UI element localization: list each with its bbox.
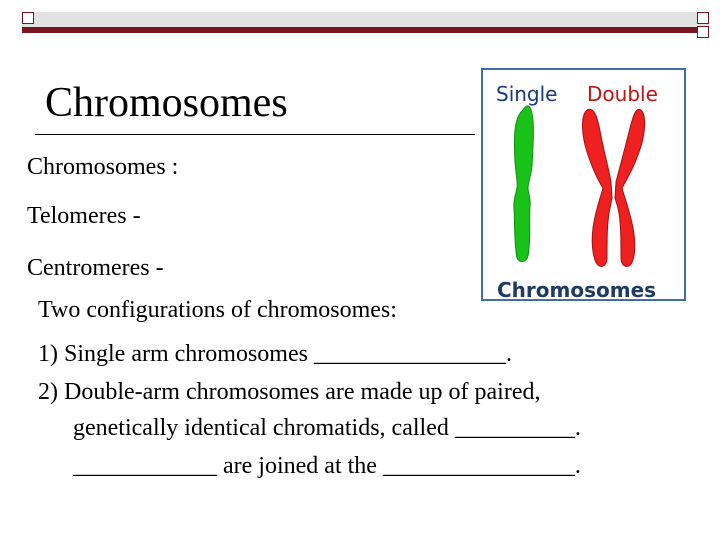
chromosome-figure: [481, 68, 686, 301]
slide-top-bar: [22, 12, 709, 34]
slide-title: Chromosomes: [45, 80, 288, 126]
body-line-single-arm: 1) Single arm chromosomes ________________.: [38, 341, 512, 367]
body-line-chromatids: genetically identical chromatids, called __________.: [73, 415, 581, 441]
bullet-centromeres: Centromeres -: [27, 255, 164, 281]
top-right-lower-square-icon: [697, 26, 709, 38]
body-line-configurations: Two configurations of chromosomes:: [38, 297, 397, 323]
bullet-chromosomes: Chromosomes :: [27, 154, 179, 180]
body-line-double-arm: 2) Double-arm chromosomes are made up of paired,: [38, 379, 541, 405]
title-underline: [35, 134, 475, 135]
top-left-square-icon: [22, 12, 34, 24]
double-chromosome-left-chromatid: [582, 109, 612, 266]
figure-caption: Chromosomes: [497, 278, 657, 301]
single-label: Single: [496, 82, 558, 106]
top-right-square-icon: [697, 12, 709, 24]
single-chromosome-shape: [514, 106, 534, 262]
double-chromosome-right-chromatid: [615, 109, 645, 266]
double-label: Double: [587, 82, 658, 106]
top-bar-gray: [22, 12, 709, 27]
body-line-joined: ____________ are joined at the ________________.: [73, 453, 581, 479]
top-bar-red: [22, 27, 709, 33]
bullet-telomeres: Telomeres -: [27, 203, 141, 229]
